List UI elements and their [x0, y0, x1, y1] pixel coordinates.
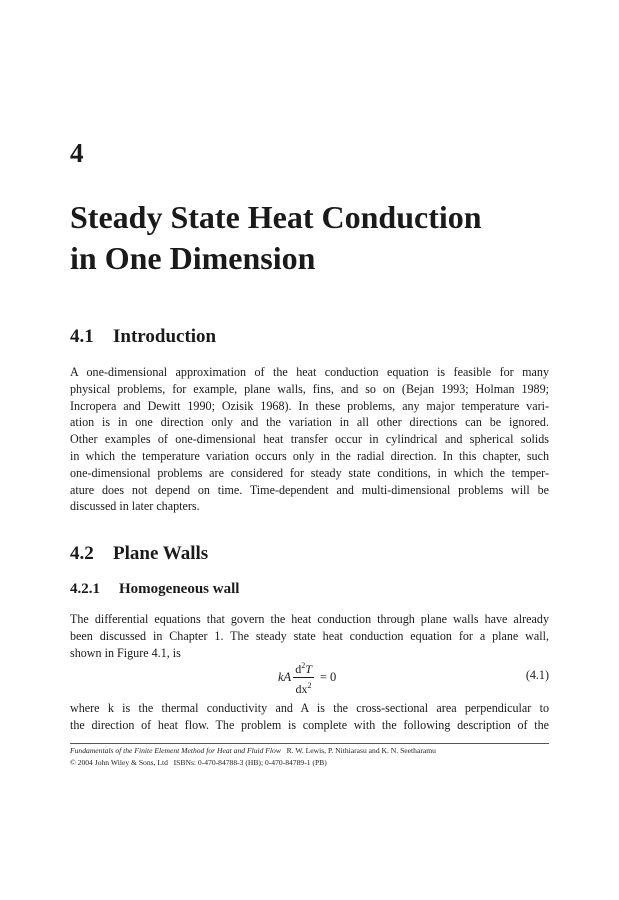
fraction-numerator: $d^2T$: [295, 660, 312, 676]
text-line: ature does not depend on time. Time-dependent and multi-dimensional problems will be: [70, 482, 549, 497]
footnote-isbns: ISBNs: 0-470-84788-3 (HB); 0-470-84789-1 (PB): [173, 758, 327, 767]
footnote-book-title: Fundamentals of the Finite Element Method for Heat and Fluid Flow: [70, 746, 281, 755]
subsection-number: 4.2.1: [70, 581, 100, 597]
text-line: A one-dimensional approximation of the heat conduction equation is feasible for many: [70, 365, 549, 379]
equation-lhs: kA: [278, 669, 292, 684]
text-line: Other examples of one-dimensional heat transfer occur in cylindrical and spherical solids: [70, 432, 549, 447]
section-heading-plane-walls: [70, 543, 208, 565]
equation-number: (4.1): [525, 668, 549, 682]
text-line: shown in Figure 4.1, is: [70, 645, 181, 660]
subsection-title: Homogeneous wall: [119, 581, 240, 597]
fraction-denominator: $dx^2$: [295, 680, 312, 696]
chapter-title: [70, 197, 590, 279]
text-line: Incropera and Dewitt 1990; Ozisik 1968). In these problems, any major temperature vari-: [70, 398, 549, 413]
text-line: been discussed in Chapter 1. The steady state heat conduction equation for a plane wall,: [70, 628, 549, 643]
chapter-title-line-2: in One Dimension: [70, 240, 316, 276]
text-line: physical problems, for example, plane walls, fins, and so on (Bejan 1993; Holman 1989;: [70, 381, 549, 396]
footnote-line-2: [70, 758, 327, 767]
homogeneous-wall-paragraph: [70, 611, 549, 661]
equation-fraction: [293, 659, 314, 696]
section-heading-introduction: [70, 326, 216, 348]
section-number: 4.1: [70, 326, 94, 347]
chapter-number: 4: [70, 138, 84, 168]
text-line: the direction of heat flow. The problem is complete with the following description of the: [70, 717, 549, 732]
equation-rhs: = 0: [319, 669, 337, 684]
equation-body: [278, 657, 336, 697]
subsection-heading-homogeneous-wall: [70, 581, 239, 598]
section-number: 4.2: [70, 543, 94, 564]
equation-4-1: [70, 657, 549, 697]
footnote-copyright: © 2004 John Wiley & Sons, Ltd: [70, 758, 168, 767]
text-line: where k is the thermal conductivity and A is the cross-sectional area perpendicular to: [70, 701, 549, 715]
chapter-title-line-1: Steady State Heat Conduction: [70, 199, 482, 235]
footnote-divider: [70, 743, 549, 744]
text-line: in which the temperature variation occurs only in the radial direction. In this chapter, such: [70, 448, 549, 463]
text-line: discussed in later chapters.: [70, 499, 200, 514]
section-title: Plane Walls: [113, 543, 209, 564]
introduction-paragraph: [70, 364, 549, 515]
footnote-authors: R. W. Lewis, P. Nithiarasu and K. N. Seetharamu: [286, 746, 436, 755]
section-title: Introduction: [113, 326, 217, 347]
text-line: The differential equations that govern the heat conduction through plane walls have already: [70, 612, 549, 626]
text-line: one-dimensional problems are considered for steady state conditions, in which the temper-: [70, 465, 549, 480]
after-equation-paragraph: [70, 700, 549, 734]
text-line: ation is in one direction only and the variation in all other directions can be ignored.: [70, 415, 549, 430]
footnote-line-1: [70, 746, 436, 755]
